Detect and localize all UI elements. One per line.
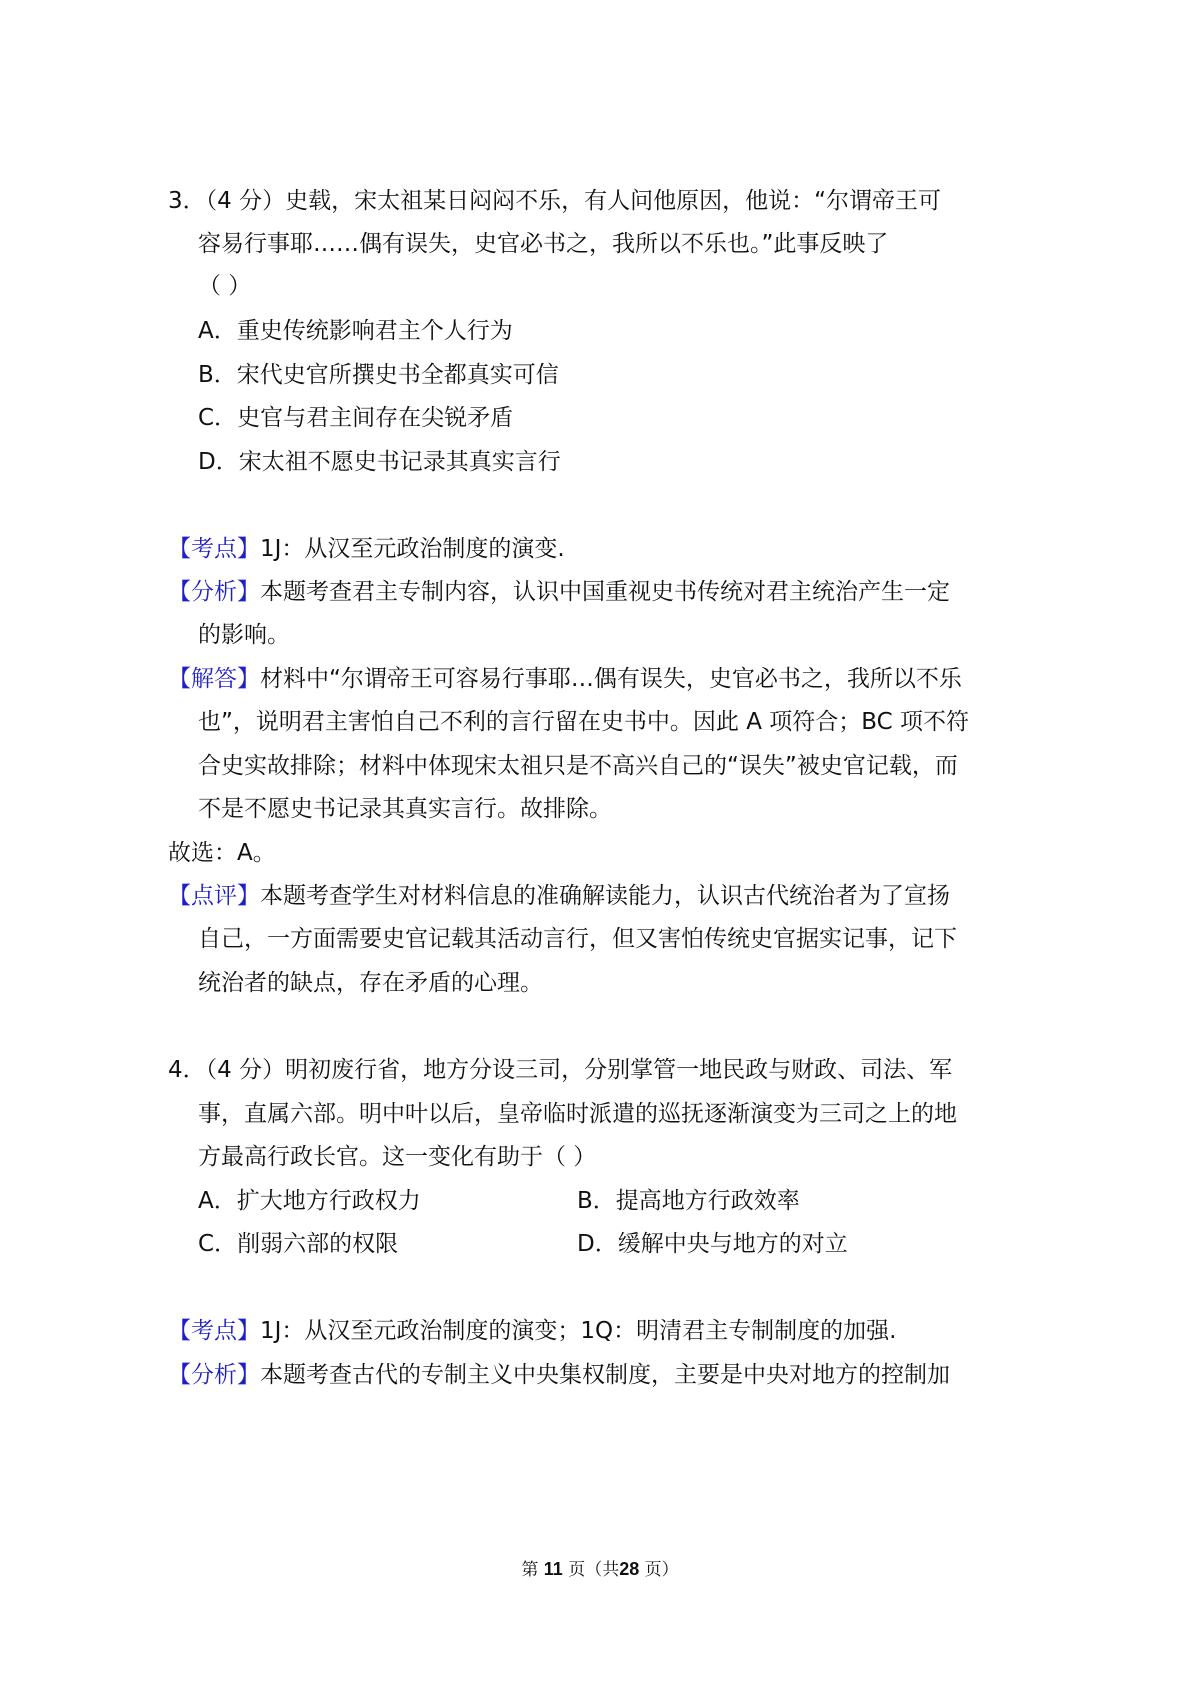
- jieda-3-line-3: 合史实故排除；材料中体现宋太祖只是不高兴自己的“误失”被史官记载，而: [198, 753, 958, 779]
- option-c: [198, 1229, 398, 1259]
- option-letter: C．: [198, 405, 238, 431]
- fenxi-tag: 【分析】: [168, 1362, 260, 1388]
- jieda-3-line-2: 也”，说明君主害怕自己不利的言行留在史书中。因此 A 项符合；BC 项不符: [198, 709, 970, 735]
- option-text: 重史传统影响君主个人行为: [236, 318, 513, 344]
- question-score: （4 分）: [205, 188, 286, 214]
- question-number: 3．: [168, 188, 206, 214]
- question-4-line-3: 方最高行政长官。这一变化有助于（ ）: [198, 1144, 597, 1170]
- jieda-3: [168, 664, 962, 694]
- footer-suffix: 页）: [644, 1560, 679, 1580]
- question-stem: 明初废行省，地方分设三司，分别掌管一地民政与财政、司法、军: [285, 1057, 953, 1083]
- question-4-line-1: [168, 1055, 952, 1085]
- fenxi-3-line-2: 的影响。: [198, 622, 290, 648]
- option-letter: B．: [198, 362, 237, 388]
- option-text: 史官与君主间存在尖锐矛盾: [237, 405, 514, 431]
- option-letter: D．: [577, 1231, 618, 1257]
- option-letter: A．: [198, 1188, 237, 1214]
- option-text: 宋代史官所撰史书全都真实可信: [236, 362, 559, 388]
- option-d: [577, 1229, 848, 1259]
- footer-page-number: 11: [543, 1559, 563, 1579]
- question-number: 4．: [168, 1057, 206, 1083]
- fenxi-text: 本题考查君主专制内容，认识中国重视史书传统对君主统治产生一定: [260, 579, 950, 605]
- kaodian-tag: 【考点】: [168, 536, 260, 562]
- question-stem: 史载，宋太祖某日闷闷不乐，有人问他原因，他说：“尔谓帝王可: [285, 188, 942, 214]
- option-d: [198, 447, 561, 477]
- option-text: 宋太祖不愿史书记录其真实言行: [238, 449, 561, 475]
- dianping-3-line-3: 统治者的缺点，存在矛盾的心理。: [198, 970, 543, 996]
- dianping-3-line-2: 自己，一方面需要史官记载其活动言行，但又害怕传统史官据实记事，记下: [198, 926, 957, 952]
- dianping-3: [168, 881, 950, 911]
- fenxi-text: 本题考查古代的专制主义中央集权制度，主要是中央对地方的控制加: [260, 1362, 950, 1388]
- kaodian-tag: 【考点】: [168, 1318, 260, 1344]
- fenxi-tag: 【分析】: [168, 579, 260, 605]
- option-letter: B．: [577, 1188, 616, 1214]
- kaodian-3: [168, 534, 565, 564]
- option-a: [198, 1186, 421, 1216]
- option-letter: A．: [198, 318, 237, 344]
- dianping-text: 本题考查学生对材料信息的准确解读能力，认识古代统治者为了宣扬: [260, 883, 950, 909]
- question-4-line-2: 事，直属六部。明中叶以后，皇帝临时派遣的巡抚逐渐演变为三司之上的地: [198, 1101, 957, 1127]
- option-a: [198, 316, 513, 346]
- jieda-tag: 【解答】: [168, 666, 260, 692]
- option-b: [577, 1186, 800, 1216]
- page-footer: [0, 1557, 1200, 1582]
- dianping-tag: 【点评】: [168, 883, 260, 909]
- footer-middle: 页（共: [568, 1560, 620, 1580]
- question-3-line-2: 容易行事耶……偶有误失，史官必书之，我所以不乐也。”此事反映了: [198, 231, 889, 257]
- option-b: [198, 360, 559, 390]
- option-letter: C．: [198, 1231, 238, 1257]
- answer-blank: （ ）: [198, 273, 252, 299]
- option-text: 提高地方行政效率: [615, 1188, 800, 1214]
- footer-prefix: 第: [521, 1560, 539, 1580]
- fenxi-4: [168, 1360, 950, 1390]
- kaodian-text: 1J：从汉至元政治制度的演变.: [260, 536, 565, 562]
- option-letter: D．: [198, 449, 239, 475]
- jieda-3-line-4: 不是不愿史书记录其真实言行。故排除。: [198, 796, 612, 822]
- kaodian-text: 1J：从汉至元政治制度的演变；1Q：明清君主专制制度的加强.: [260, 1318, 897, 1344]
- option-text: 缓解中央与地方的对立: [617, 1231, 848, 1257]
- question-3-line-1: [168, 186, 941, 216]
- kaodian-4: [168, 1316, 896, 1346]
- option-text: 扩大地方行政权力: [236, 1188, 421, 1214]
- option-text: 削弱六部的权限: [237, 1231, 399, 1257]
- jieda-text: 材料中“尔谓帝王可容易行事耶…偶有误失，史官必书之，我所以不乐: [260, 666, 962, 692]
- footer-total-pages: 28: [619, 1559, 640, 1579]
- fenxi-3: [168, 577, 950, 607]
- option-c: [198, 403, 513, 433]
- question-score: （4 分）: [205, 1057, 286, 1083]
- guxuan-3: 故选：A。: [168, 840, 276, 866]
